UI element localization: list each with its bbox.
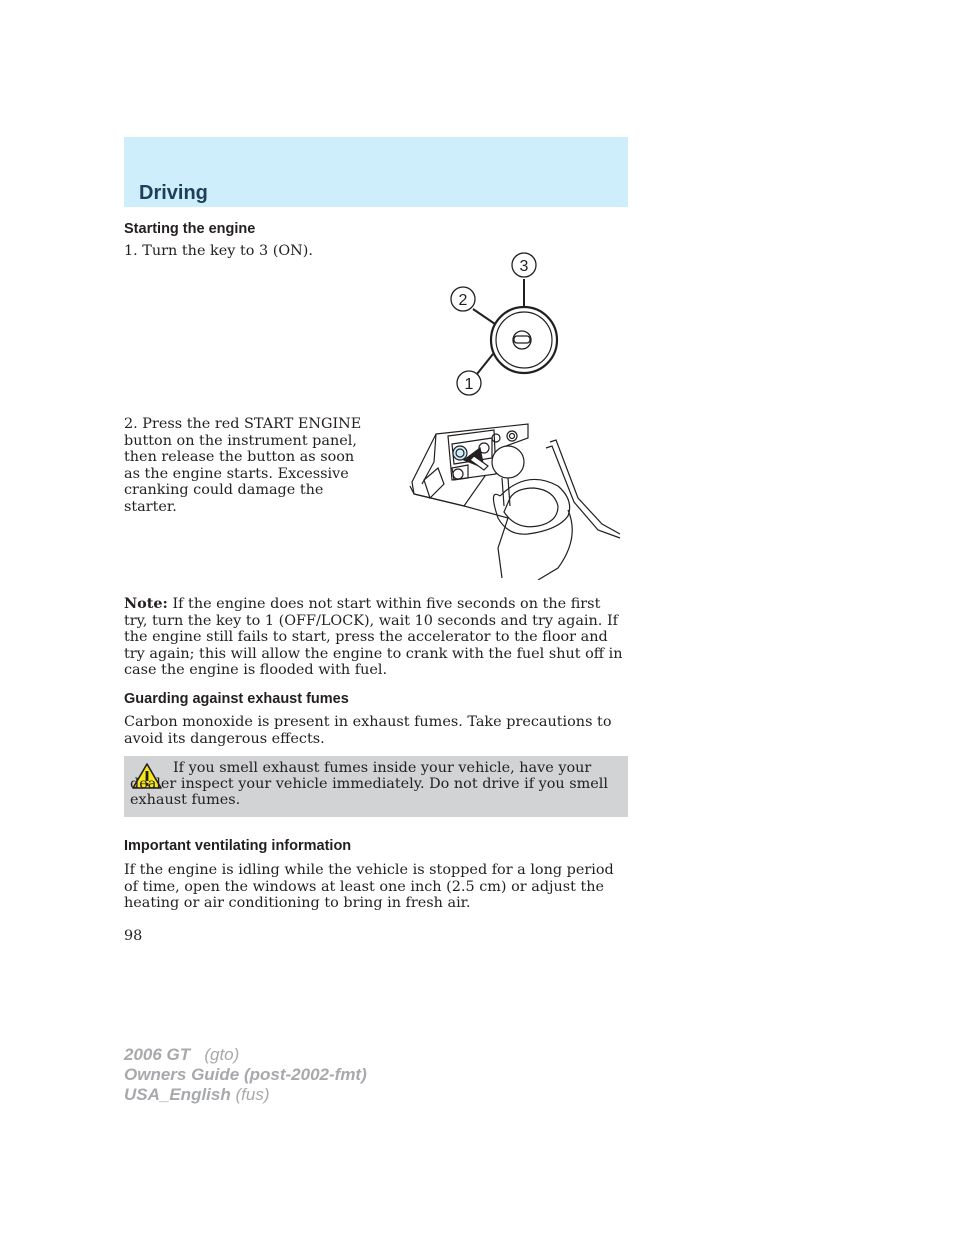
note-text: If the engine does not start within five seconds on the first try, turn the key to 1 (OFF/LOCK), wait 10 seconds and try again. If the engine still fails to start, press the accelerator to the floor and try again; this will allow the engine to crank with the fuel shut off in case the engine is flooded with fuel. — [124, 596, 623, 678]
ignition-diagram — [440, 248, 570, 398]
footer-model-code: (gto) — [204, 1045, 240, 1064]
ignition-label-3: 3 — [519, 258, 529, 275]
heading-ventilating: Important ventilating information — [124, 838, 352, 854]
warning-box — [124, 756, 628, 817]
section-title: Driving — [139, 182, 208, 204]
step-2-text: 2. Press the red START ENGINE button on the instrument panel, then release the button as soon as the engine starts. Excessive cranking could damage the starter. — [124, 416, 362, 515]
heading-exhaust-fumes: Guarding against exhaust fumes — [124, 691, 349, 707]
start-button-illustration — [408, 418, 622, 580]
footer-language: USA_English — [124, 1085, 231, 1104]
heading-starting-engine: Starting the engine — [124, 221, 256, 237]
ignition-label-1: 1 — [464, 376, 474, 393]
exhaust-body: Carbon monoxide is present in exhaust fumes. Take precautions to avoid its dangerous effects. — [124, 714, 612, 747]
footer-guide: Owners Guide (post-2002-fmt) — [124, 1065, 367, 1084]
section-header-band — [124, 137, 628, 207]
document-footer — [124, 1045, 367, 1105]
warning-text: If you smell exhaust fumes inside your vehicle, have your dealer inspect your vehicle immediately. Do not drive if you smell exhaust fumes. — [130, 760, 609, 809]
ignition-label-2: 2 — [458, 292, 468, 309]
note-label: Note: — [124, 595, 168, 612]
note-paragraph — [124, 596, 628, 679]
ventilating-body: If the engine is idling while the vehicle is stopped for a long period of time, open the windows at least one inch (2.5 cm) or adjust the heating or air conditioning to bring in fresh air. — [124, 862, 614, 911]
page-number: 98 — [124, 928, 143, 944]
footer-language-code: (fus) — [235, 1085, 270, 1104]
step-1-text: 1. Turn the key to 3 (ON). — [124, 243, 313, 259]
footer-model: 2006 GT — [124, 1045, 191, 1064]
